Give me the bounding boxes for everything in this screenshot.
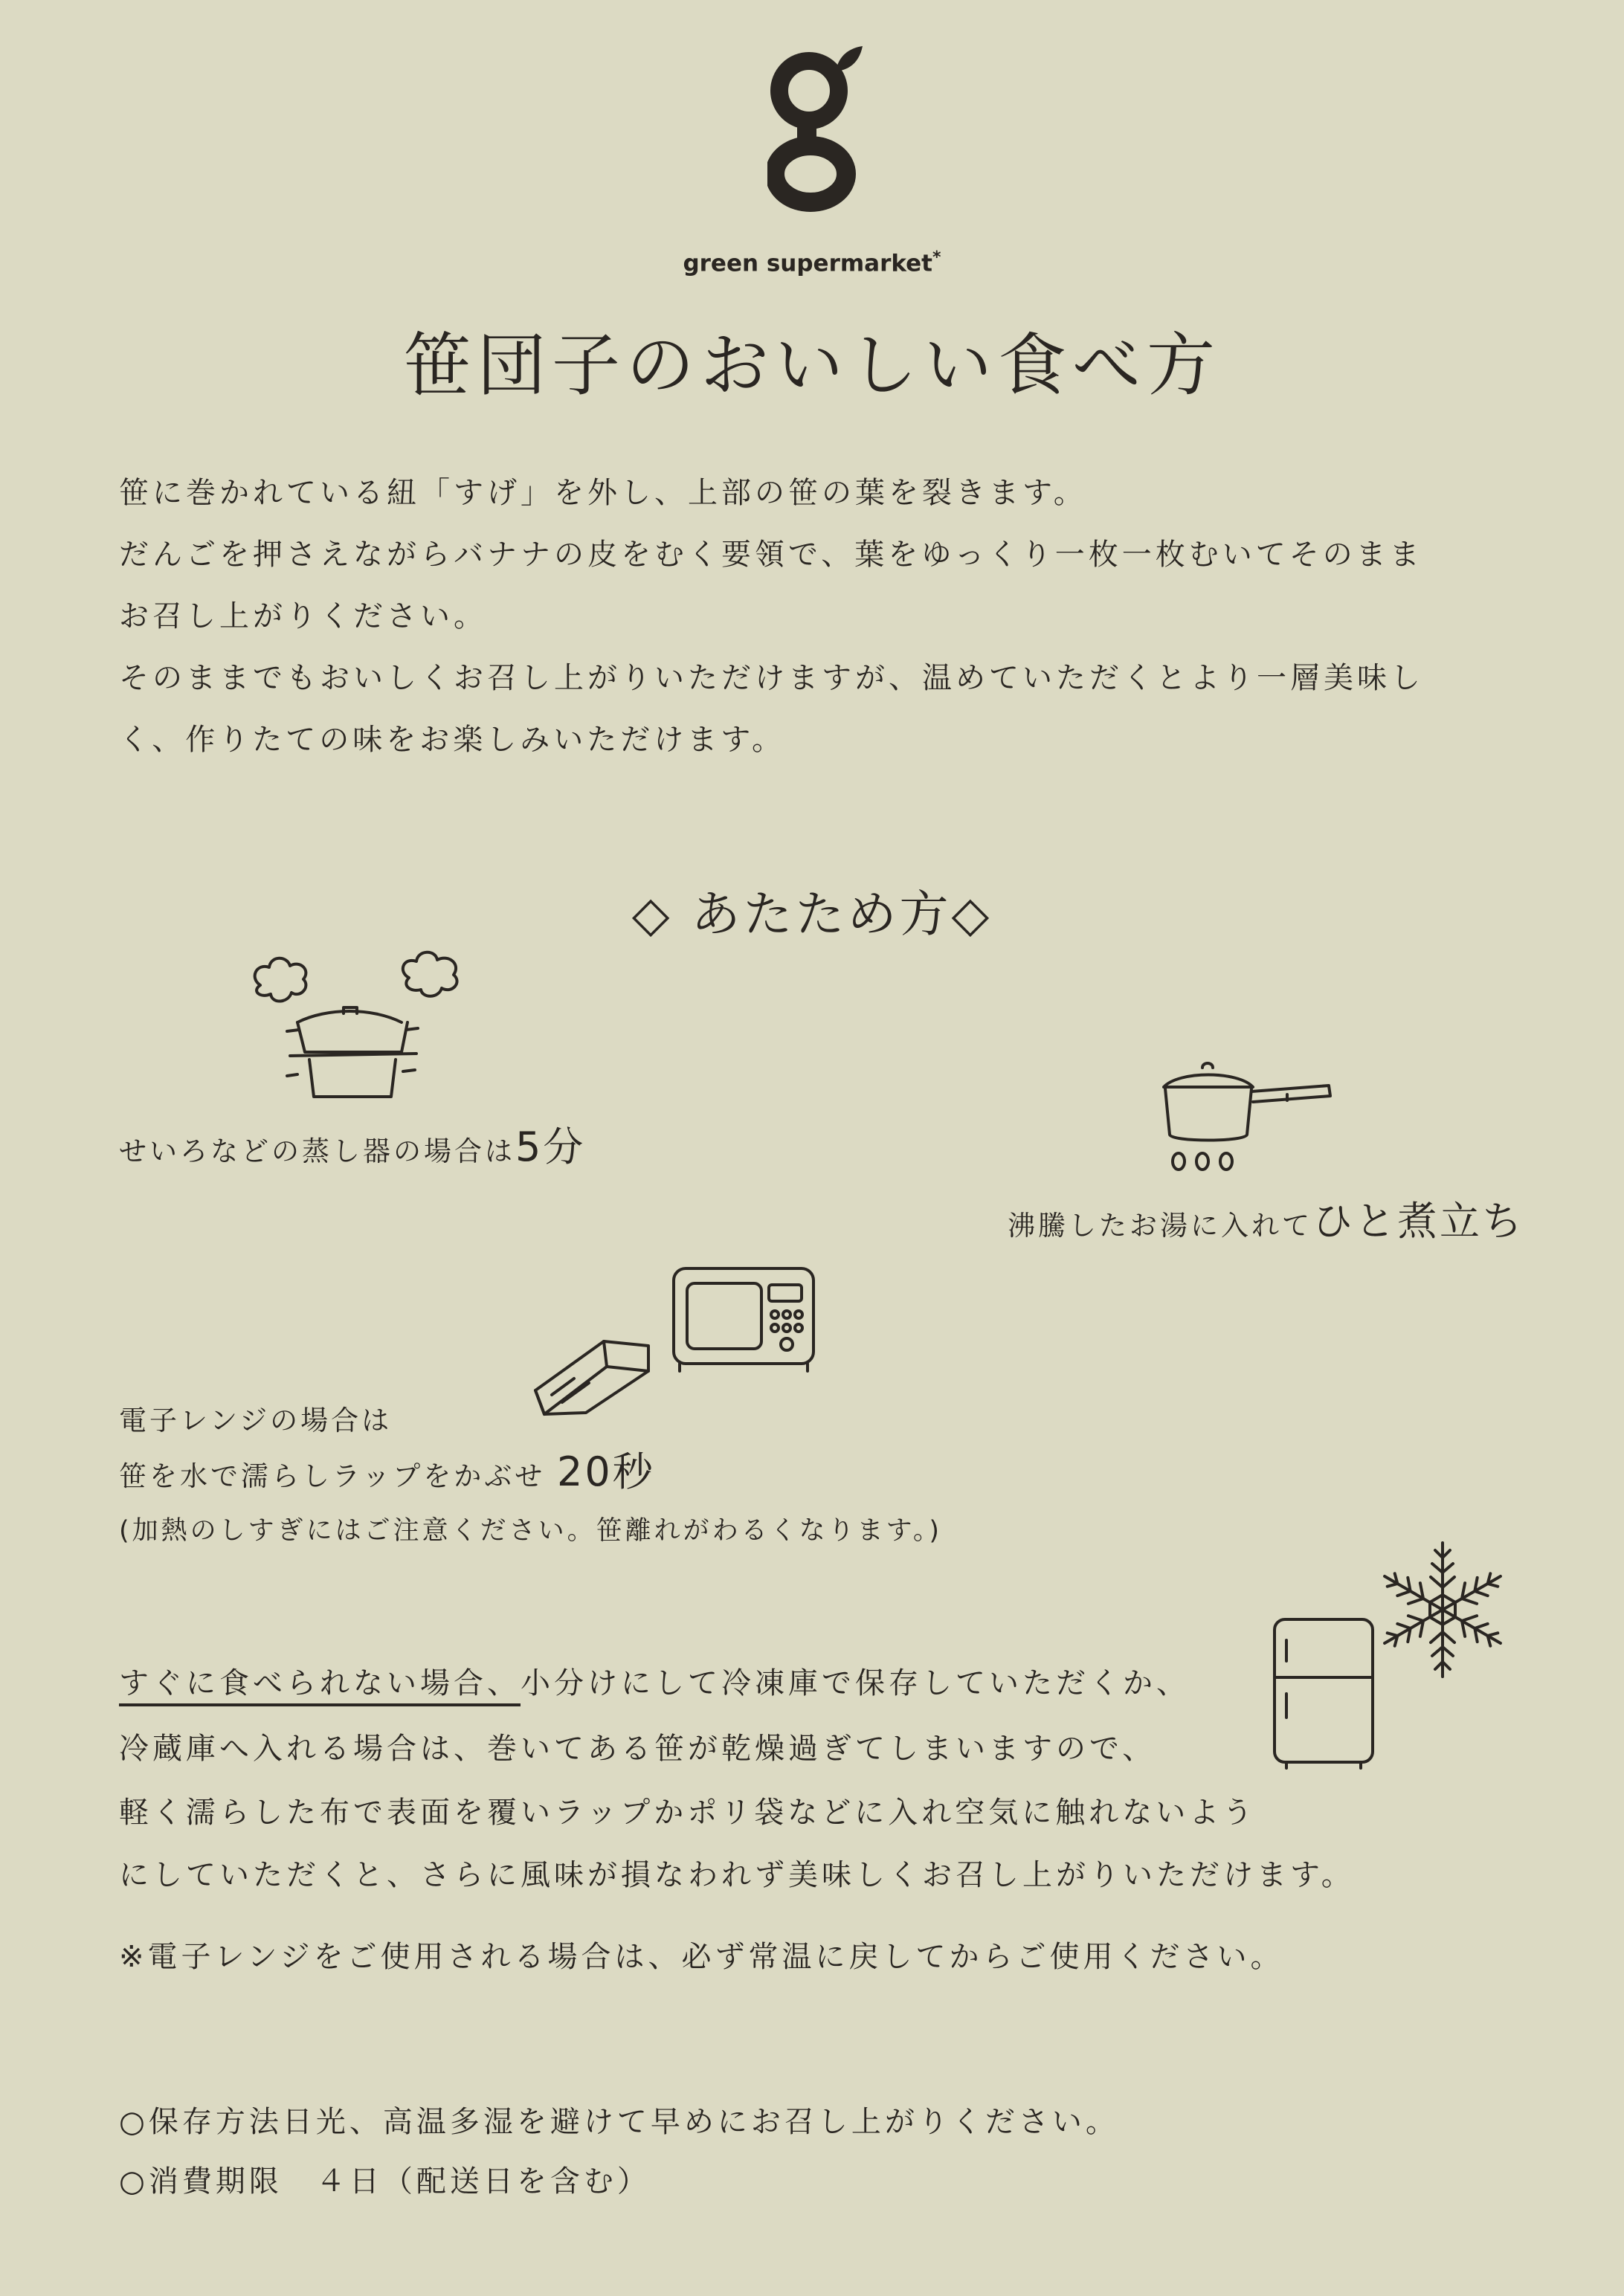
storage-method: ○保存方法日光、高温多湿を避けて早めにお召し上がりください。 xyxy=(119,2105,1119,2139)
microwave-block xyxy=(119,1398,942,1557)
boil-caption: 沸騰したお湯に入れてひと煮立ち xyxy=(1008,1198,1524,1245)
brand-name: green supermarket* xyxy=(683,248,941,277)
intro-paragraph xyxy=(119,462,1424,771)
snowflake-icon xyxy=(1379,1539,1506,1680)
intro-line: だんごを押さえながらバナナの皮をむく要領で、葉をゆっくり一枚一枚むいてそのまま xyxy=(119,538,1423,572)
microwave-note: (加熱のしすぎにはご注意ください。笹離れがわるくなります。) xyxy=(119,1516,943,1546)
expiry-date: ○消費期限 ４日（配送日を含む） xyxy=(119,2164,651,2199)
steamer-time: 5分 xyxy=(515,1123,586,1170)
saucepan-on-stove-icon xyxy=(1156,1056,1335,1175)
boil-time: ひと煮立ち xyxy=(1312,1198,1524,1245)
storage-lead: すぐに食べられない場合、 xyxy=(119,1666,521,1700)
steamer-pot-icon xyxy=(245,933,468,1104)
warming-heading: ◇ あたため方◇ xyxy=(631,886,993,943)
storage-line-2: 冷蔵庫へ入れる場合は、巻いてある笹が乾燥過ぎてしまいますので、 xyxy=(119,1732,1156,1766)
page-title: 笹団子のおいしい食べ方 xyxy=(402,326,1221,405)
microwave-line-2: 笹を水で濡らしラップをかぶせ xyxy=(119,1460,546,1492)
refrigerator-icon xyxy=(1264,1613,1383,1770)
steamer-caption: せいろなどの蒸し器の場合は5分 xyxy=(119,1123,586,1170)
microwave-line-1: 電子レンジの場合は xyxy=(119,1405,393,1436)
intro-line: く、作りたての味をお楽しみいただけます。 xyxy=(119,723,785,757)
microwave-warning: ※電子レンジをご使用される場合は、必ず常温に戻してからご使用ください。 xyxy=(119,1940,1284,1974)
intro-line: そのままでもおいしくお召し上がりいただけますが、温めていただくとより一層美味し xyxy=(119,661,1424,695)
microwave-icon xyxy=(669,1264,818,1376)
intro-line: 笹に巻かれている紐「すげ」を外し、上部の笹の葉を裂きます。 xyxy=(119,476,1087,510)
storage-line-3: 軽く濡らした布で表面を覆いラップかポリ袋などに入れ空気に触れないよう xyxy=(119,1796,1257,1830)
storage-line-4: にしていただくと、さらに風味が損なわれず美味しくお召し上がりいただけます。 xyxy=(119,1858,1355,1892)
storage-line-1: すぐに食べられない場合、小分けにして冷凍庫で保存していただくか、 xyxy=(119,1666,1190,1700)
microwave-time: 20秒 xyxy=(557,1448,655,1495)
intro-line: お召し上がりください。 xyxy=(119,599,487,633)
brand-logo-g xyxy=(767,46,864,232)
